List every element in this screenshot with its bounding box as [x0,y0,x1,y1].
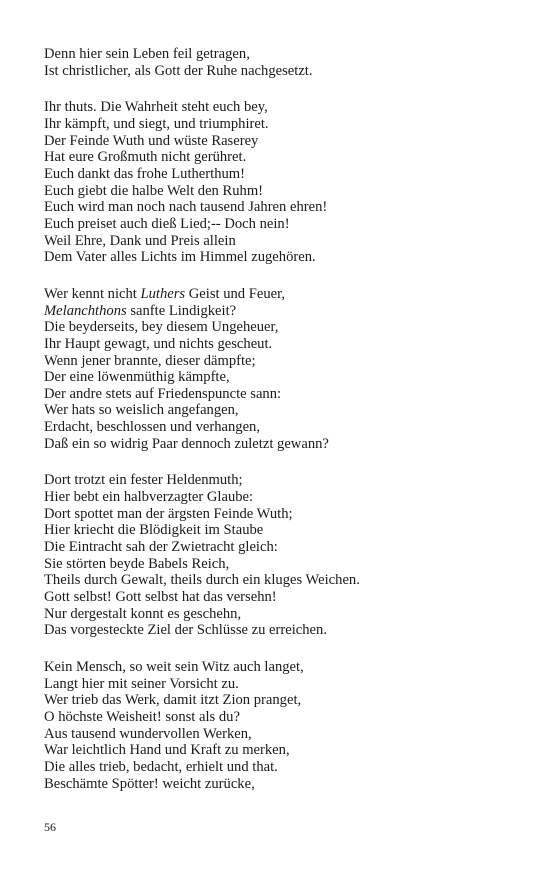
line-text: Weil Ehre, Dank und Preis allein [44,232,236,249]
italic-name: Luthers [140,285,186,302]
line-text: Sie störten beyde Babels Reich, [44,555,230,572]
verse-line [44,353,514,370]
verse-line [44,726,514,743]
line-text: Hier bebt ein halbverzagter Glaube: [44,489,254,506]
verse-line [44,133,514,150]
verse-line [44,709,514,726]
verse-line [44,522,514,539]
verse-line [44,216,514,233]
verse-line [44,303,514,320]
line-text: Wenn jener brannte, dieser dämpfte; [44,352,256,369]
line-text: Dort trotzt ein fester Heldenmuth; [44,472,243,489]
line-text: Ihr thuts. Die Wahrheit steht euch bey, [44,99,268,116]
verse-line [44,183,514,200]
verse-line [44,402,514,419]
line-text: Nur dergestalt konnt es geschehn, [44,605,242,622]
line-text: Gott selbst! Gott selbst hat das versehn! [44,589,277,606]
verse-line [44,63,514,80]
line-text: Euch dankt das frohe Lutherthum! [44,165,246,182]
verse-line [44,99,514,116]
verse-line [44,556,514,573]
line-text: Ist christlicher, als Gott der Ruhe nachgesetzt. [44,62,313,79]
line-text: Der eine löwenmüthig kämpfte, [44,369,230,386]
line-text: Theils durch Gewalt, theils durch ein kluges Weichen. [44,572,360,589]
verse-line [44,116,514,133]
verse-line [44,692,514,709]
line-text: Dem Vater alles Lichts im Himmel zugehören. [44,249,316,266]
line-text: Das vorgesteckte Ziel der Schlüsse zu erreichen. [44,622,327,639]
line-text: Euch wird man noch nach tausend Jahren ehren! [44,199,328,216]
verse-line [44,606,514,623]
verse-line [44,419,514,436]
italic-name: Melanchthons [44,302,127,319]
line-text: Euch preiset auch dieß Lied;-- Doch nein! [44,215,290,232]
line-text: Hier kriecht die Blödigkeit im Staube [44,522,264,539]
verse-line [44,622,514,639]
verse-line [44,336,514,353]
line-text: Erdacht, beschlossen und verhangen, [44,419,260,436]
line-text: Die beyderseits, bey diesem Ungeheuer, [44,319,279,336]
verse-line [44,369,514,386]
line-text: War leichtlich Hand und Kraft zu merken, [44,742,290,759]
verse-line [44,472,514,489]
page-number: 56 [44,820,56,834]
verse-line [44,776,514,793]
line-text: Aus tausend wundervollen Werken, [44,725,252,742]
poem-text [44,46,514,812]
line-text: Ihr Haupt gewagt, und nichts gescheut. [44,335,273,352]
line-text: Ihr kämpft, und siegt, und triumphiret. [44,115,269,132]
line-text: Langt hier mit seiner Vorsicht zu. [44,675,239,692]
line-text: Der andre stets auf Friedenspuncte sann: [44,385,282,402]
stanza [44,286,514,453]
line-text: Wer hats so weislich angefangen, [44,402,239,419]
verse-line [44,249,514,266]
line-text: Dort spottet man der ärgsten Feinde Wuth; [44,505,293,522]
verse-line [44,539,514,556]
line-text: Geist und Feuer, [185,285,286,302]
verse-line [44,436,514,453]
line-text: Beschämte Spötter! weicht zurücke, [44,775,255,792]
verse-line [44,319,514,336]
verse-line [44,489,514,506]
line-text: O höchste Weisheit! sonst als du? [44,708,240,725]
verse-line [44,676,514,693]
line-text: Denn hier sein Leben feil getragen, [44,46,250,62]
line-text: Der Feinde Wuth und wüste Raserey [44,132,259,149]
verse-line [44,742,514,759]
verse-line [44,759,514,776]
line-text: Hat eure Großmuth nicht gerühret. [44,149,247,166]
stanza [44,46,514,79]
stanza [44,472,514,639]
verse-line [44,166,514,183]
stanza [44,659,514,792]
verse-line [44,199,514,216]
line-text: Die alles trieb, bedacht, erhielt und that. [44,758,278,775]
verse-line [44,659,514,676]
line-text: Wer kennt nicht [44,285,141,302]
verse-line [44,233,514,250]
line-text: Euch giebt die halbe Welt den Ruhm! [44,182,264,199]
line-text: Die Eintracht sah der Zwietracht gleich: [44,539,278,556]
verse-line [44,386,514,403]
line-text: Wer trieb das Werk, damit itzt Zion pranget, [44,692,302,709]
line-text: sanfte Lindigkeit? [126,302,237,319]
verse-line [44,506,514,523]
line-text: Daß ein so widrig Paar dennoch zuletzt gewann? [44,435,329,452]
line-text: Kein Mensch, so weit sein Witz auch langet, [44,659,304,675]
stanza [44,99,514,266]
verse-line [44,589,514,606]
verse-line [44,46,514,63]
verse-line [44,572,514,589]
verse-line [44,286,514,303]
verse-line [44,149,514,166]
